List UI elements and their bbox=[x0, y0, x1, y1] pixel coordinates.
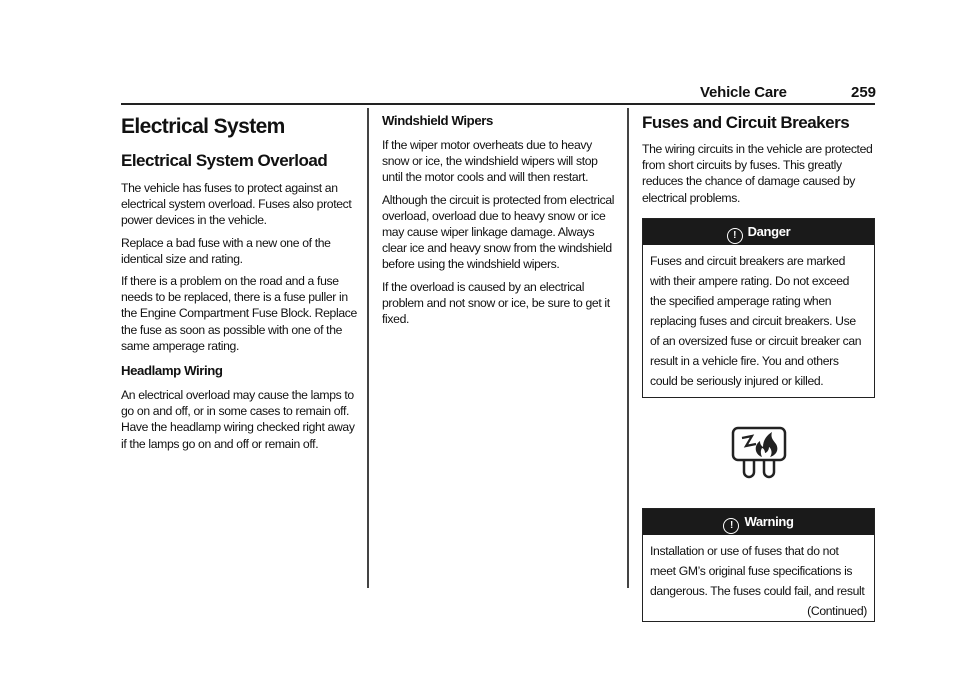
section-title: Electrical System bbox=[121, 115, 285, 138]
fuse-fire-icon bbox=[730, 426, 788, 480]
wipers-paragraph-2: Although the circuit is protected from electrical overload, overload due to heavy snow or ice may cause wiper linkage damage. Always clear ice and heavy snow from the windshield before using the windshield wipers. bbox=[382, 192, 615, 272]
continued-note: (Continued) bbox=[807, 603, 867, 618]
exclamation-circle-icon: ! bbox=[723, 518, 739, 534]
wipers-paragraph-1: If the wiper motor overheats due to heavy snow or ice, the windshield wipers will stop until the motor cools and will then restart. bbox=[382, 138, 598, 185]
column-divider-1 bbox=[367, 108, 369, 588]
warning-box bbox=[642, 508, 875, 622]
overload-paragraph-3: If there is a problem on the road and a fuse needs to be replaced, there is a fuse puller in the Engine Compartment Fuse Block. Replace the fuse as soon as possible with one of the same amperage rating. bbox=[121, 274, 357, 353]
headlamp-paragraph-1: An electrical overload may cause the lamps to go on and off, or in some cases to remain off. Have the headlamp wiring checked right away if the lamps go on and off or remain off. bbox=[121, 388, 355, 451]
wipers-heading: Windshield Wipers bbox=[382, 113, 493, 128]
headlamp-heading: Headlamp Wiring bbox=[121, 363, 223, 379]
header-section-title: Vehicle Care bbox=[700, 84, 787, 101]
column-divider-2 bbox=[627, 108, 629, 588]
exclamation-circle-icon: ! bbox=[727, 228, 743, 244]
overload-paragraph-2: Replace a bad fuse with a new one of the identical size and rating. bbox=[121, 235, 331, 266]
fuse-icon-area bbox=[642, 398, 875, 508]
wipers-paragraph-3: If the overload is caused by an electrical problem and not snow or ice, be sure to get it fixed. bbox=[382, 279, 610, 327]
column-1 bbox=[121, 112, 359, 458]
danger-header bbox=[643, 219, 874, 245]
fuses-heading: Fuses and Circuit Breakers bbox=[642, 113, 850, 132]
overload-heading: Electrical System Overload bbox=[121, 151, 328, 170]
warning-header bbox=[643, 509, 874, 535]
column-3 bbox=[642, 112, 875, 622]
overload-paragraph-1: The vehicle has fuses to protect against an electrical system overload. Fuses also protect power devices in the vehicle. bbox=[121, 181, 352, 228]
warning-label: Warning bbox=[744, 513, 794, 529]
danger-text: Fuses and circuit breakers are marked with their ampere rating. Do not exceed the specified amperage rating when replacing fuses and circuit breakers. Use of an oversized fuse or circuit breaker can result in a vehicle fire. You and others could be seriously injured or killed. bbox=[650, 253, 862, 388]
warning-text: Installation or use of fuses that do not meet GM’s original fuse specifications is dangerous. The fuses could fail, and result bbox=[650, 543, 865, 598]
danger-box bbox=[642, 218, 875, 398]
warning-body bbox=[643, 535, 874, 621]
page-number: 259 bbox=[851, 84, 877, 101]
column-2 bbox=[382, 112, 618, 333]
fuses-paragraph-1: The wiring circuits in the vehicle are protected from short circuits by fuses. This greatly reduces the chance of damage caused by electrical problems. bbox=[642, 142, 873, 205]
danger-label: Danger bbox=[747, 223, 791, 239]
header-rule bbox=[121, 103, 875, 105]
